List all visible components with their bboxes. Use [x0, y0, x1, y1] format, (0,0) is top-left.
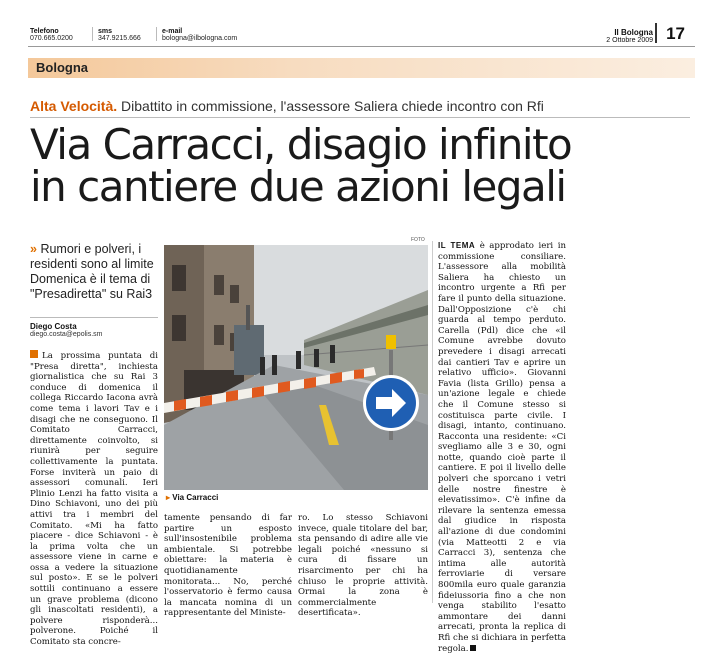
section-bar — [28, 58, 695, 78]
headline-line-1: Via Carracci, disagio infinito — [30, 120, 572, 169]
phone-contact — [30, 28, 73, 42]
publication-info — [606, 28, 653, 44]
summary-arrow-icon: » — [30, 242, 37, 256]
body-column-1 — [30, 350, 158, 648]
sidebar-lead: IL TEMA — [438, 241, 476, 250]
body-text-2: tamente pensando di far partire un esposto sull'insostenibile problema ambientale. Si potrebbe obiettare: la materia è quotidianamente monitorata... No, perché l'osservatorio è fermo causa la mancata nomina di un rappresentante del Ministe- — [164, 513, 292, 619]
body-text-1: La prossima puntata di "Presa diretta", inchiesta giornalistica che su Rai 3 conduce di domenica il collega Riccardo Iacona avrà come tema i lavori Tav e i disagi che ne conseguono. Il Comitato Carracci, direttamente coinvolto, si riunirà per seguire collettivamente la puntata. Forse inviterà un paio di assessori comunali. Ieri Plinio Lenzi ha fatto visita a Dino Schiavoni, uno dei più attivi tra i membri del Comitato. «Mi ha fatto piacere - dice Schiavoni - è la prima volta che un assessore viene in carne e ossa a vedere la situazione sul posto». E se le polveri sottili continuano a essere un grave problema (dicono gli inascoltati residenti), a polvere risponderà... polverone. Poiché il Comitato sta concre- — [30, 351, 158, 648]
author-name: Diego Costa — [30, 322, 77, 331]
page-header — [0, 0, 723, 46]
email-contact — [162, 28, 237, 42]
article-summary — [30, 242, 160, 302]
phone-label: Telefono — [30, 28, 59, 35]
header-divider — [156, 27, 157, 41]
publication-name: Il Bologna — [614, 28, 653, 37]
body-text-3: ro. Lo stesso Schiavoni invece, quale titolare del bar, sta pensando di adire alle vie legali poiché «nessuno si cura di fissare un risarcimento per chi ha chiuso le proprie attività. Ormai la zona è commercialmente desertificata». — [298, 513, 428, 619]
page-number: 17 — [666, 24, 685, 43]
body-column-3 — [298, 513, 428, 619]
publication-date: 2 Ottobre 2009 — [606, 37, 653, 44]
sms-contact — [98, 28, 141, 42]
author-email: diego.costa@epolis.sm — [30, 331, 103, 338]
byline — [30, 322, 158, 338]
article-photo — [164, 245, 428, 490]
article-headline — [30, 120, 695, 211]
body-column-4 — [438, 241, 566, 654]
email-value: bologna@ilbologna.com — [162, 35, 238, 42]
summary-text: Rumori e polveri, i residenti sono al limite Domenica è il tema di "Presadiretta" su Rai3 — [30, 242, 154, 301]
phone-value: 070.665.0200 — [30, 35, 73, 42]
header-divider — [92, 27, 93, 41]
kicker-text: Dibattito in commissione, l'assessore Saliera chiede incontro con Rfi — [121, 98, 544, 114]
street-construction-photo — [164, 245, 428, 490]
sms-label: sms — [98, 28, 113, 35]
end-mark-icon — [470, 645, 476, 651]
body-text-4: è approdato ieri in commissione consiliare. L'assessore alla mobilità Saliera ha chiesto un incontro urgente a Rfi per fare il punto della situazione. Dall'Opposizione c'è chi guarda al tempo perduto. Carella (Pdl) dice che «il Comune avrebbe dovuto prevedere i disagi arrecati dai cantieri Tav e aprire un relativo ufficio». Giovanni Favia (lista Grillo) pensa a un'azione legale e chiede che il Comune stesso si costituisca parte civile. I disagi, intanto, continuano. Racconta una residente: «Ci svegliamo alle 3 e 30, ogni notte, quando cioè parte il cantiere. E poi il livello delle polveri che sporcano i vetri delle nostre finestre è elevatissimo». C'è infine da rilevare la sentenza emessa dal giudice in risposta all'azione di due condomini (via Matteotti 2 e via Carracci 3), sentenza che intima alle autorità ferroviarie di versare 800mila euro quale garanzia fideiussoria fino a che non venga stabilito l'esatto ammontare dei danni arrecati, pronta la replica di Rfi che si dichiara in perfetta regola. — [438, 241, 566, 654]
paragraph-marker-icon — [30, 350, 38, 358]
caption-text: Via Carracci — [172, 493, 219, 502]
column-rule — [432, 241, 433, 603]
sms-value: 347.9215.666 — [98, 35, 141, 42]
photo-credit: FOTO — [411, 237, 425, 243]
body-column-2 — [164, 513, 292, 619]
photo-caption — [166, 493, 218, 502]
page-number-divider — [655, 23, 657, 43]
header-rule — [28, 46, 695, 47]
headline-line-2: in cantiere due azioni legali — [30, 162, 566, 211]
kicker-lead: Alta Velocità. — [30, 98, 118, 114]
article-kicker — [30, 98, 690, 118]
caption-triangle-icon: ▸ — [166, 493, 171, 502]
email-label: e-mail — [162, 28, 183, 35]
section-title: Bologna — [36, 60, 88, 75]
